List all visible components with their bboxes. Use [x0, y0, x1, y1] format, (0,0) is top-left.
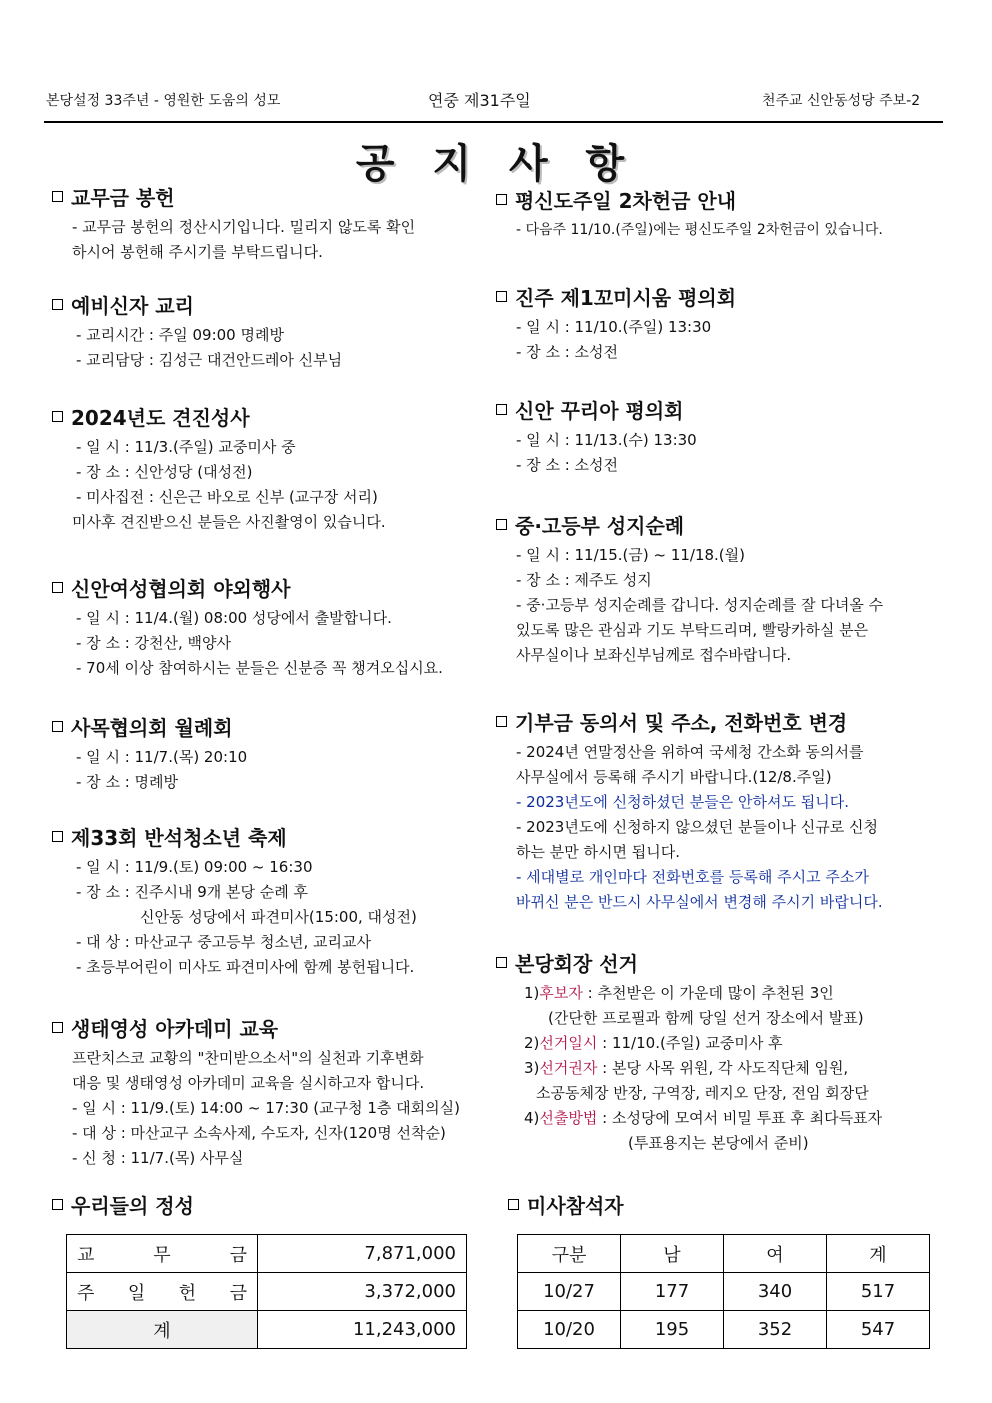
section-pilgrimage	[496, 510, 946, 668]
section-line: - 일 시 : 11/9.(토) 14:00 ~ 17:30 (교구청 1층 대회의실)	[72, 1099, 460, 1117]
table-cell: 547	[827, 1311, 930, 1349]
section-title: 중·고등부 성지순례	[515, 514, 685, 538]
section-laity-sunday	[496, 185, 946, 243]
section-line: - 대 상 : 마산교구 소속사제, 수도자, 신자(120명 선착순)	[72, 1124, 446, 1142]
checkbox-square-icon	[496, 194, 507, 205]
section-title: 신안여성협의회 야외행사	[71, 577, 291, 601]
table-row	[67, 1311, 467, 1349]
checkbox-square-icon	[52, 299, 63, 310]
column-header: 계	[827, 1235, 930, 1273]
section-line: 미사후 견진받으신 분들은 사진촬영이 있습니다.	[72, 513, 386, 531]
checkbox-square-icon	[52, 1199, 63, 1210]
section-pastoral-council	[52, 712, 472, 795]
table-row	[518, 1273, 930, 1311]
section-title: 2024년도 견진성사	[71, 406, 250, 430]
section-donation-consent	[496, 707, 946, 915]
section-line: - 다음주 11/10.(주일)에는 평신도주일 2차헌금이 있습니다.	[516, 222, 883, 238]
section-line: 프란치스코 교황의 "찬미받으소서"의 실천과 기후변화	[72, 1049, 424, 1067]
section-gyomugeum	[52, 182, 472, 265]
section-ecology-academy	[52, 1013, 472, 1171]
offering-label: 주 일 헌 금	[67, 1273, 258, 1311]
checkbox-square-icon	[52, 721, 63, 732]
section-comitium	[496, 282, 946, 365]
header-center: 연중 제31주일	[428, 91, 531, 110]
section-line: - 일 시 : 11/10.(주일) 13:30	[516, 318, 712, 336]
checkbox-square-icon	[52, 411, 63, 422]
checkbox-square-icon	[52, 582, 63, 593]
section-line: - 일 시 : 11/15.(금) ~ 11/18.(월)	[516, 546, 746, 564]
checkbox-square-icon	[496, 291, 507, 302]
section-title: 진주 제1꼬미시움 평의회	[515, 286, 737, 310]
section-election	[496, 948, 946, 1156]
section-line: - 장 소 : 신안성당 (대성전)	[76, 463, 253, 481]
section-title: 우리들의 정성	[71, 1194, 194, 1218]
section-title: 신안 꾸리아 평의회	[515, 399, 684, 423]
election-item: 2)선거일시 : 11/10.(주일) 교중미사 후	[524, 1034, 783, 1052]
election-item-sub: 소공동체장 반장, 구역장, 레지오 단장, 전임 회장단	[536, 1084, 869, 1102]
section-attendance	[508, 1190, 928, 1223]
section-line: - 70세 이상 참여하시는 분들은 신분증 꼭 챙겨오십시요.	[76, 659, 443, 677]
section-title: 제33회 반석청소년 축제	[71, 826, 287, 850]
section-line: - 장 소 : 소성전	[516, 456, 618, 474]
section-line-highlight: - 2023년도에 신청하셨던 분들은 안하셔도 됩니다.	[516, 793, 850, 811]
table-cell: 10/27	[518, 1273, 621, 1311]
section-line: 사무실에서 등록해 주시기 바랍니다.(12/8.주일)	[516, 768, 832, 786]
election-item-sub: (간단한 프로필과 함께 당일 선거 장소에서 발표)	[548, 1009, 864, 1027]
section-line: - 장 소 : 진주시내 9개 본당 순례 후	[76, 883, 309, 901]
column-header: 구분	[518, 1235, 621, 1273]
section-line: 하시어 봉헌해 주시기를 부탁드립니다.	[72, 243, 323, 261]
election-item: 1)후보자 : 추천받은 이 가운데 많이 추천된 3인	[524, 984, 834, 1002]
offering-value: 11,243,000	[258, 1311, 467, 1349]
section-line: 대응 및 생태영성 아카데미 교육을 실시하고자 합니다.	[72, 1074, 425, 1092]
offering-label: 교 무 금	[67, 1235, 258, 1273]
section-line: - 일 시 : 11/7.(목) 20:10	[76, 748, 248, 766]
section-title: 기부금 동의서 및 주소, 전화번호 변경	[515, 711, 848, 735]
section-line: - 신 청 : 11/7.(목) 사무실	[72, 1149, 244, 1167]
section-line: - 일 시 : 11/3.(주일) 교중미사 중	[76, 438, 296, 456]
section-line: 있도록 많은 관심과 기도 부탁드리며, 빨랑카하실 분은	[516, 621, 869, 639]
section-confirmation	[52, 402, 472, 535]
section-line: 신안동 성당에서 파견미사(15:00, 대성전)	[140, 908, 417, 926]
section-line: 사무실이나 보좌신부님께로 접수바랍니다.	[516, 646, 792, 664]
page-title: 공 지 사 항	[355, 141, 637, 187]
section-catechism	[52, 290, 472, 373]
section-line: - 장 소 : 명례방	[76, 773, 178, 791]
section-line: - 교리담당 : 김성근 대건안드레아 신부님	[76, 351, 343, 369]
table-cell: 195	[621, 1311, 724, 1349]
checkbox-square-icon	[52, 191, 63, 202]
section-line-highlight: 바뀌신 분은 반드시 사무실에서 변경해 주시기 바랍니다.	[516, 893, 883, 911]
header-left: 본당설정 33주년 - 영원한 도움의 성모	[46, 93, 281, 109]
table-header-row	[518, 1235, 930, 1273]
section-offering	[52, 1190, 472, 1223]
checkbox-square-icon	[508, 1199, 519, 1210]
section-title: 본당회장 선거	[515, 952, 638, 976]
checkbox-square-icon	[52, 831, 63, 842]
table-cell: 177	[621, 1273, 724, 1311]
checkbox-square-icon	[496, 957, 507, 968]
section-line: - 2023년도에 신청하지 않으셨던 분들이나 신규로 신청	[516, 818, 878, 836]
section-title: 미사참석자	[527, 1194, 624, 1218]
offering-label: 계	[67, 1311, 258, 1349]
section-line: - 교무금 봉헌의 정산시기입니다. 밀리지 않도록 확인	[72, 218, 416, 236]
table-cell: 517	[827, 1273, 930, 1311]
section-line: - 일 시 : 11/9.(토) 09:00 ~ 16:30	[76, 858, 313, 876]
table-row	[67, 1235, 467, 1273]
section-line: - 중·고등부 성지순례를 갑니다. 성지순례를 잘 다녀올 수	[516, 596, 884, 614]
offering-value: 7,871,000	[258, 1235, 467, 1273]
checkbox-square-icon	[496, 519, 507, 530]
section-title: 평신도주일 2차헌금 안내	[515, 189, 737, 213]
offering-table	[66, 1234, 467, 1349]
offering-value: 3,372,000	[258, 1273, 467, 1311]
election-item: 4)선출방법 : 소성당에 모여서 비밀 투표 후 최다득표자	[524, 1109, 883, 1127]
table-cell: 340	[724, 1273, 827, 1311]
section-line: - 장 소 : 소성전	[516, 343, 618, 361]
section-youth-festival	[52, 822, 472, 980]
header-rule	[44, 121, 943, 123]
section-line-highlight: - 세대별로 개인마다 전화번호를 등록해 주시고 주소가	[516, 868, 869, 886]
section-curia	[496, 395, 946, 478]
checkbox-square-icon	[496, 404, 507, 415]
table-row	[67, 1273, 467, 1311]
section-title: 생태영성 아카데미 교육	[71, 1017, 279, 1041]
attendance-table	[517, 1234, 930, 1349]
table-cell: 10/20	[518, 1311, 621, 1349]
section-line: - 장 소 : 제주도 성지	[516, 571, 652, 589]
column-header: 여	[724, 1235, 827, 1273]
checkbox-square-icon	[52, 1022, 63, 1033]
table-row	[518, 1311, 930, 1349]
section-line: - 초등부어린이 미사도 파견미사에 함께 봉헌됩니다.	[76, 958, 415, 976]
section-line: - 일 시 : 11/4.(월) 08:00 성당에서 출발합니다.	[76, 609, 392, 627]
checkbox-square-icon	[496, 716, 507, 727]
section-line: - 대 상 : 마산교구 중고등부 청소년, 교리교사	[76, 933, 371, 951]
section-line: - 미사집전 : 신은근 바오로 신부 (교구장 서리)	[76, 488, 378, 506]
section-line: 하는 분만 하시면 됩니다.	[516, 843, 680, 861]
election-item: 3)선거권자 : 본당 사목 위원, 각 사도직단체 임원,	[524, 1059, 849, 1077]
section-womens-council	[52, 573, 472, 681]
election-item-sub: (투표용지는 본당에서 준비)	[628, 1134, 809, 1152]
section-title: 교무금 봉헌	[71, 186, 175, 210]
section-line: - 2024년 연말정산을 위하여 국세청 간소화 동의서를	[516, 743, 864, 761]
header-right: 천주교 신안동성당 주보-2	[762, 93, 921, 109]
section-line: - 교리시간 : 주일 09:00 명례방	[76, 326, 284, 344]
section-line: - 일 시 : 11/13.(수) 13:30	[516, 431, 697, 449]
section-line: - 장 소 : 강천산, 백양사	[76, 634, 231, 652]
table-cell: 352	[724, 1311, 827, 1349]
column-header: 남	[621, 1235, 724, 1273]
section-title: 예비신자 교리	[71, 294, 194, 318]
section-title: 사목협의회 월례회	[71, 716, 233, 740]
